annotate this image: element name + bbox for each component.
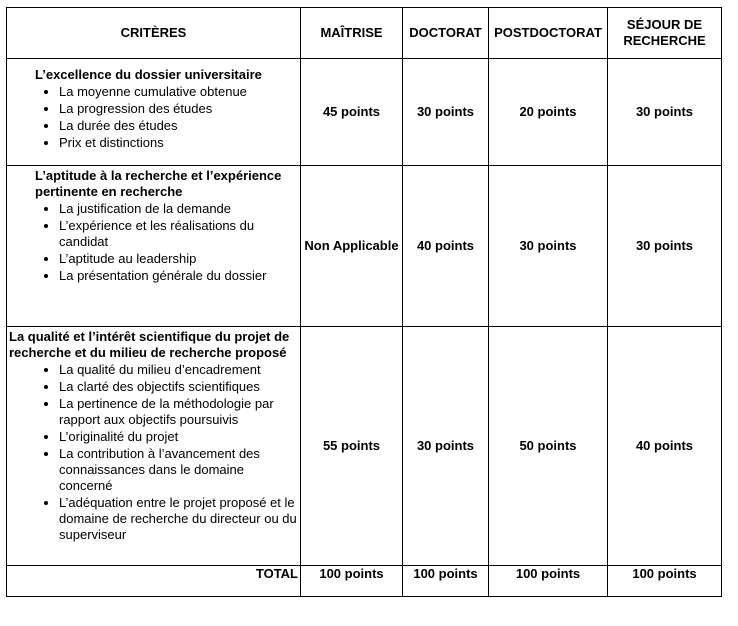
header-criteria: CRITÈRES	[7, 8, 301, 59]
sejour-points: 40 points	[608, 327, 722, 566]
total-label: TOTAL	[7, 566, 301, 597]
criteria-table	[6, 7, 722, 597]
criteria-title: La qualité et l’intérêt scientifique du projet de recherche et du milieu de recherche proposé	[9, 329, 290, 360]
list-item: • La pertinence de la méthodologie par rapport aux objectifs poursuivis	[59, 396, 298, 428]
maitrise-points: Non Applicable	[301, 166, 403, 327]
doctorat-points: 30 points	[403, 327, 489, 566]
list-item: • La présentation générale du dossier	[59, 268, 298, 284]
list-item: • L’adéquation entre le projet proposé et le domaine de recherche du directeur ou du superviseur	[59, 495, 298, 543]
list-item: • La clarté des objectifs scientifiques	[59, 379, 298, 395]
criteria-cell	[7, 327, 301, 566]
total-maitrise: 100 points	[301, 566, 403, 597]
maitrise-points: 55 points	[301, 327, 403, 566]
total-doctorat: 100 points	[403, 566, 489, 597]
criteria-list	[9, 84, 298, 151]
list-item: • L’originalité du projet	[59, 429, 298, 445]
postdoctorat-points: 50 points	[489, 327, 608, 566]
list-item: • La progression des études	[59, 101, 298, 117]
maitrise-points: 45 points	[301, 59, 403, 166]
criteria-list	[9, 362, 298, 543]
sejour-points: 30 points	[608, 166, 722, 327]
sejour-points: 30 points	[608, 59, 722, 166]
header-maitrise: MAÎTRISE	[301, 8, 403, 59]
header-doctorat: DOCTORAT	[403, 8, 489, 59]
criteria-cell	[7, 59, 301, 166]
total-row	[7, 566, 722, 597]
doctorat-points: 30 points	[403, 59, 489, 166]
list-item: • La moyenne cumulative obtenue	[59, 84, 298, 100]
list-item: • Prix et distinctions	[59, 135, 298, 151]
total-sejour: 100 points	[608, 566, 722, 597]
list-item: • La durée des études	[59, 118, 298, 134]
criteria-title: L’aptitude à la recherche et l’expérience pertinente en recherche	[35, 168, 282, 199]
header-sejour: SÉJOUR DE RECHERCHE	[608, 8, 722, 59]
criteria-title: L’excellence du dossier universitaire	[35, 67, 262, 82]
list-item: • La contribution à l’avancement des connaissances dans le domaine concerné	[59, 446, 298, 494]
postdoctorat-points: 30 points	[489, 166, 608, 327]
header-postdoctorat: POSTDOCTORAT	[489, 8, 608, 59]
total-postdoctorat: 100 points	[489, 566, 608, 597]
header-row	[7, 8, 722, 59]
criteria-cell	[7, 166, 301, 327]
table-row	[7, 166, 722, 327]
list-item: • La justification de la demande	[59, 201, 298, 217]
list-item: • L’expérience et les réalisations du candidat	[59, 218, 298, 250]
list-item: • La qualité du milieu d’encadrement	[59, 362, 298, 378]
table-row	[7, 327, 722, 566]
doctorat-points: 40 points	[403, 166, 489, 327]
list-item: • L’aptitude au leadership	[59, 251, 298, 267]
table-row	[7, 59, 722, 166]
postdoctorat-points: 20 points	[489, 59, 608, 166]
criteria-list	[9, 201, 298, 284]
